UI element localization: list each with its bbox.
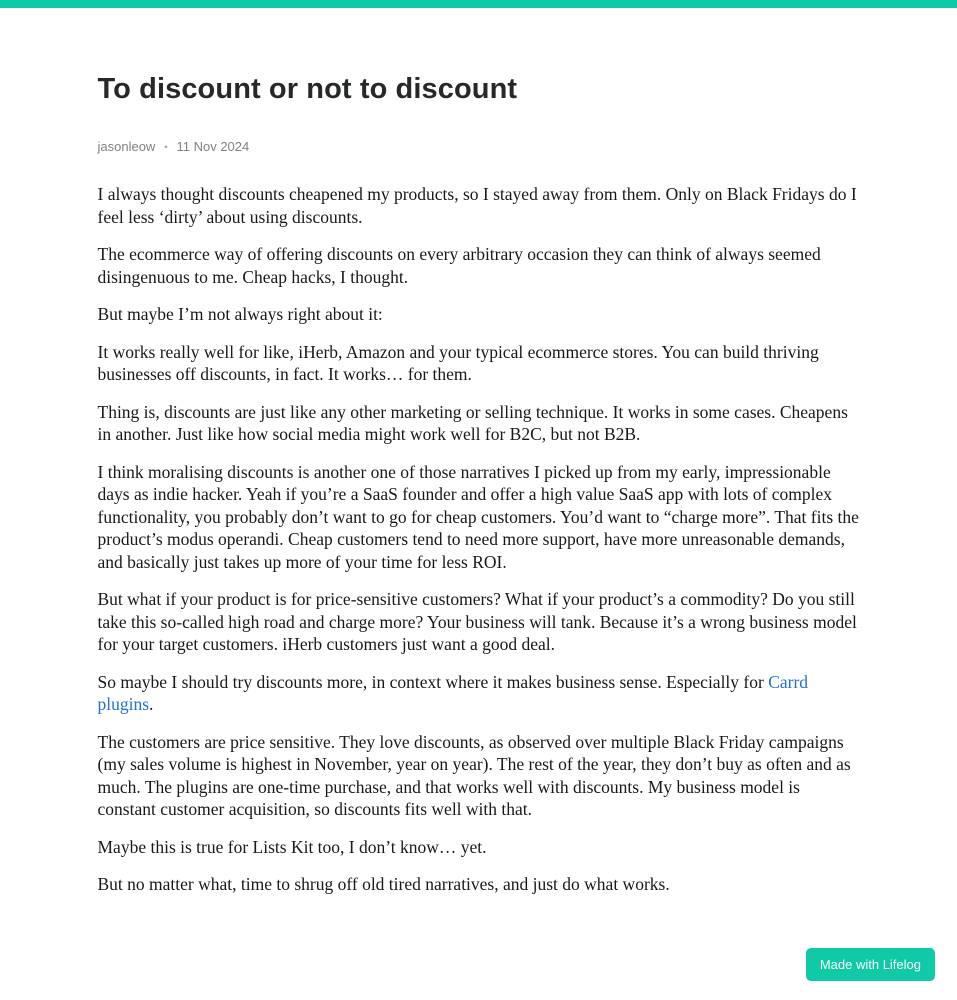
post-container <box>98 72 860 896</box>
paragraph <box>98 836 860 859</box>
paragraph <box>98 303 860 326</box>
paragraph-text: But no matter what, time to shrug off old tired narratives, and just do what works. <box>97 874 670 894</box>
paragraph-text: I think moralising discounts is another one of those narratives I picked up from my early, impressionable days as indie hacker. Yeah if you’re a SaaS founder and offer a high value SaaS app with lots of complex functionality, you probably don’t want to go for cheap customers. You’d want to “charge more”. That fits the product’s modus operandi. Cheap customers tend to need more support, have more unreasonable demands, and basically just takes up more of your time for less ROI. <box>97 461 859 572</box>
paragraph-text: But what if your product is for price-sensitive customers? What if your product’s a commodity? Do you still take this so-called high road and charge more? Your business will tank. Because it’s a wrong business model for your target customers. iHerb customers just want a good deal. <box>97 589 857 654</box>
post-meta <box>98 138 860 156</box>
carrd-plugins-link[interactable]: Carrd plugins <box>97 671 809 714</box>
paragraph <box>98 588 860 656</box>
author-name: jasonleow <box>97 139 156 154</box>
paragraph-text: It works really well for like, iHerb, Amazon and your typical ecommerce stores. You can build thriving businesses off discounts, in fact. It works… for them. <box>97 341 819 384</box>
paragraph-text: Thing is, discounts are just like any other marketing or selling technique. It works in some cases. Cheapens in another. Just like how social media might work well for B2C, but not B2B. <box>97 401 848 444</box>
paragraph <box>98 873 860 896</box>
paragraph <box>98 461 860 574</box>
paragraph-text: The ecommerce way of offering discounts on every arbitrary occasion they can think of always seemed disingenuous to me. Cheap hacks, I thought. <box>97 244 821 287</box>
badge-label: Made with Lifelog <box>819 957 921 972</box>
post-date: 11 Nov 2024 <box>176 139 250 154</box>
paragraph-text: Maybe this is true for Lists Kit too, I don’t know… yet. <box>97 836 487 857</box>
article-body <box>98 183 860 896</box>
paragraph <box>98 401 860 446</box>
paragraph <box>98 243 860 288</box>
paragraph <box>98 671 860 716</box>
paragraph-text: But maybe I’m not always right about it: <box>97 304 383 324</box>
paragraph <box>98 341 860 386</box>
paragraph <box>98 731 860 821</box>
made-with-lifelog-badge[interactable] <box>806 948 935 981</box>
meta-separator-dot: • <box>164 142 168 152</box>
paragraph <box>98 183 860 228</box>
accent-top-bar <box>0 0 957 8</box>
paragraph-text: So maybe I should try discounts more, in context where it makes business sense. Especially for <box>97 671 769 692</box>
paragraph-text: . <box>149 694 154 714</box>
paragraph-text: I always thought discounts cheapened my products, so I stayed away from them. Only on Black Fridays do I feel less ‘dirty’ about using discounts. <box>97 184 857 227</box>
paragraph-text: The customers are price sensitive. They love discounts, as observed over multiple Black Friday campaigns (my sales volume is highest in November, year on year). The rest of the year, they don’t buy as often and as much. The plugins are one-time purchase, and that works well with discounts. My business model is constant customer acquisition, so discounts fits well with that. <box>97 731 851 819</box>
page-title: To discount or not to discount <box>97 73 518 105</box>
